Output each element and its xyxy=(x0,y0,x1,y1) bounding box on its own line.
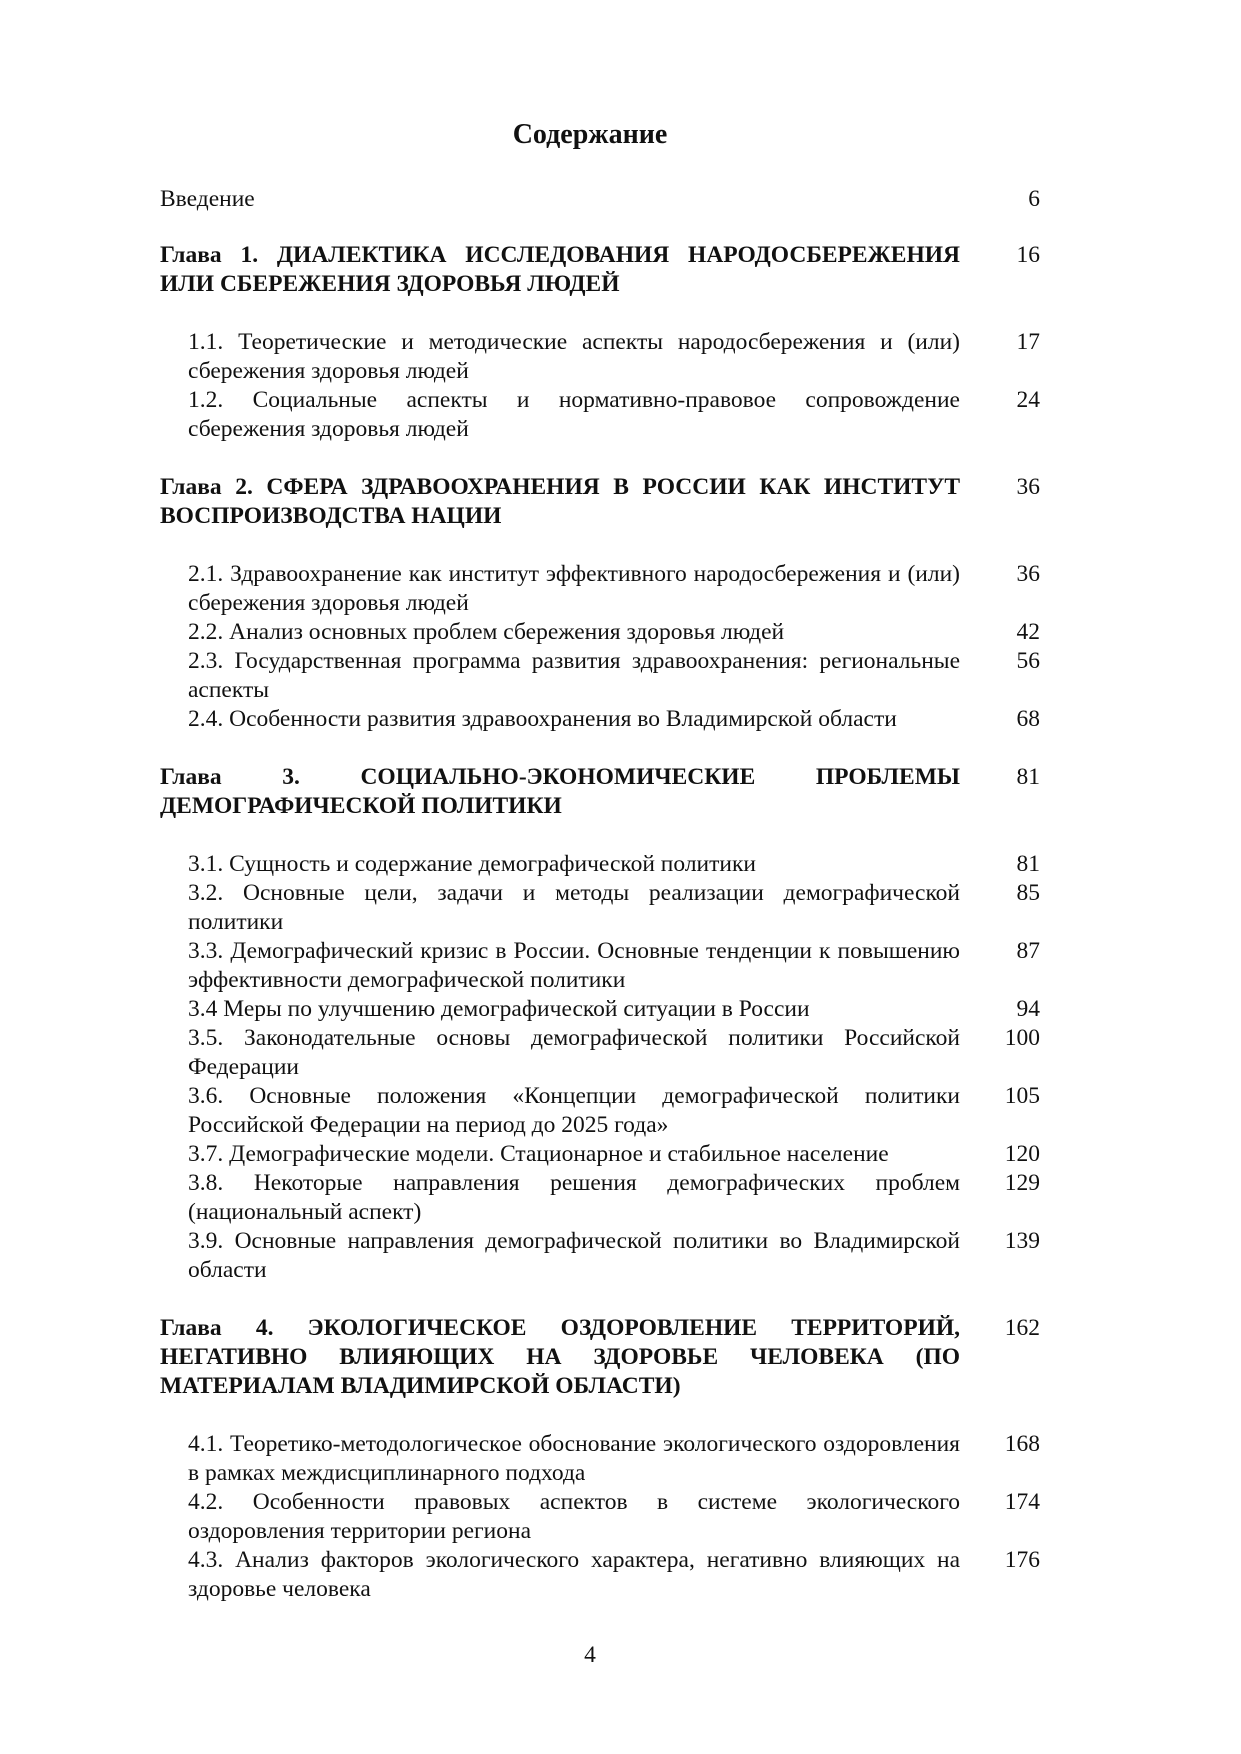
toc-entry-title: Введение xyxy=(160,186,255,212)
toc-entry-title: Глава 4. ЭКОЛОГИЧЕСКОЕ ОЗДОРОВЛЕНИЕ ТЕРРИТОРИЙ, НЕГАТИВНО ВЛИЯЮЩИХ НА ЗДОРОВЬЕ ЧЕЛОВЕКА (ПО МАТЕРИАЛАМ ВЛАДИМИРСКОЙ ОБЛАСТИ) xyxy=(160,1315,960,1399)
toc-section xyxy=(160,1024,1040,1082)
toc-section xyxy=(160,386,1040,444)
toc-entry-title: 3.6. Основные положения «Концепции демографической политики Российской Федерации на период до 2025 года» xyxy=(188,1083,960,1138)
toc-entry-page: 16 xyxy=(1016,242,1040,268)
toc-entry-page: 105 xyxy=(1004,1083,1040,1109)
toc-entry-page: 17 xyxy=(1016,329,1040,355)
toc-entry-title: 2.2. Анализ основных проблем сбережения здоровья людей xyxy=(188,619,785,645)
toc-entry-title: Глава 1. ДИАЛЕКТИКА ИССЛЕДОВАНИЯ НАРОДОСБЕРЕЖЕНИЯ ИЛИ СБЕРЕЖЕНИЯ ЗДОРОВЬЯ ЛЮДЕЙ xyxy=(160,242,960,297)
toc-entry-page: 174 xyxy=(1004,1489,1040,1515)
toc-section xyxy=(160,1169,1040,1227)
toc-chapter xyxy=(160,473,1040,531)
toc-section xyxy=(160,647,1040,705)
toc-entry-title: 1.2. Социальные аспекты и нормативно-правовое сопровождение сбережения здоровья людей xyxy=(188,387,960,442)
toc-entry-page: 81 xyxy=(1016,851,1040,877)
page-title: Содержание xyxy=(512,119,668,150)
toc-entry-page: 36 xyxy=(1016,561,1040,587)
toc-intro xyxy=(160,185,1040,214)
toc-entry-title: 3.8. Некоторые направления решения демографических проблем (национальный аспект) xyxy=(188,1170,960,1225)
toc-entry-page: 68 xyxy=(1016,706,1040,732)
toc-section xyxy=(160,705,1040,734)
toc-entry-page: 176 xyxy=(1004,1547,1040,1573)
toc-section xyxy=(160,1082,1040,1140)
toc-section xyxy=(160,1227,1040,1285)
toc-entry-title: 1.1. Теоретические и методические аспекты народосбережения и (или) сбережения здоровья людей xyxy=(188,329,960,384)
toc-entry-page: 162 xyxy=(1004,1315,1040,1341)
toc-section xyxy=(160,1430,1040,1488)
toc-section xyxy=(160,560,1040,618)
toc-entry-page: 120 xyxy=(1004,1141,1040,1167)
toc-section xyxy=(160,328,1040,386)
toc-section xyxy=(160,1488,1040,1546)
toc-entry-title: 3.2. Основные цели, задачи и методы реализации демографической политики xyxy=(188,880,960,935)
toc-entry-title: 3.3. Демографический кризис в России. Основные тенденции к повышению эффективности демографической политики xyxy=(188,938,960,993)
toc-entry-title: Глава 3. СОЦИАЛЬНО-ЭКОНОМИЧЕСКИЕ ПРОБЛЕМЫ ДЕМОГРАФИЧЕСКОЙ ПОЛИТИКИ xyxy=(160,764,960,819)
page-number: 4 xyxy=(584,1642,596,1668)
toc-entry-page: 56 xyxy=(1016,648,1040,674)
toc-entry-page: 81 xyxy=(1016,764,1040,790)
toc-section xyxy=(160,1546,1040,1604)
toc-chapter xyxy=(160,1314,1040,1401)
toc-section xyxy=(160,879,1040,937)
toc-section xyxy=(160,1140,1040,1169)
toc-entry-page: 94 xyxy=(1016,996,1040,1022)
toc-entry-title: 4.2. Особенности правовых аспектов в системе экологического оздоровления территории региона xyxy=(188,1489,960,1544)
toc-entry-page: 24 xyxy=(1016,387,1040,413)
toc-entry-title: 2.1. Здравоохранение как институт эффективного народосбережения и (или) сбережения здоровья людей xyxy=(188,561,960,616)
toc-entry-page: 85 xyxy=(1016,880,1040,906)
toc-entry-page: 139 xyxy=(1004,1228,1040,1254)
toc-entry-page: 168 xyxy=(1004,1431,1040,1457)
toc-entry-title: 4.3. Анализ факторов экологического характера, негативно влияющих на здоровье человека xyxy=(188,1547,960,1602)
toc-chapter xyxy=(160,763,1040,821)
toc-entry-page: 129 xyxy=(1004,1170,1040,1196)
toc-entry-title: 2.4. Особенности развития здравоохранения во Владимирской области xyxy=(188,706,897,732)
toc-entry-title: 3.9. Основные направления демографической политики во Владимирской области xyxy=(188,1228,960,1283)
toc-chapter xyxy=(160,241,1040,299)
toc-entry-title: 3.5. Законодательные основы демографической политики Российской Федерации xyxy=(188,1025,960,1080)
toc-section xyxy=(160,937,1040,995)
toc-section xyxy=(160,995,1040,1024)
toc-entry-title: 2.3. Государственная программа развития здравоохранения: региональные аспекты xyxy=(188,648,960,703)
toc-entry-page: 36 xyxy=(1016,474,1040,500)
toc-entry-title: 4.1. Теоретико-методологическое обоснование экологического оздоровления в рамках междисциплинарного подхода xyxy=(188,1431,960,1486)
toc-entry-title: 3.7. Демографические модели. Стационарное и стабильное население xyxy=(188,1141,889,1167)
toc-section xyxy=(160,850,1040,879)
toc-entry-page: 42 xyxy=(1016,619,1040,645)
table-of-contents xyxy=(160,185,1040,1604)
toc-entry-title: Глава 2. СФЕРА ЗДРАВООХРАНЕНИЯ В РОССИИ КАК ИНСТИТУТ ВОСПРОИЗВОДСТВА НАЦИИ xyxy=(160,474,960,529)
toc-entry-page: 6 xyxy=(1028,186,1040,212)
toc-entry-page: 100 xyxy=(1004,1025,1040,1051)
toc-entry-page: 87 xyxy=(1016,938,1040,964)
toc-entry-title: 3.1. Сущность и содержание демографической политики xyxy=(188,851,756,877)
toc-section xyxy=(160,618,1040,647)
toc-entry-title: 3.4 Меры по улучшению демографической ситуации в России xyxy=(188,996,810,1022)
